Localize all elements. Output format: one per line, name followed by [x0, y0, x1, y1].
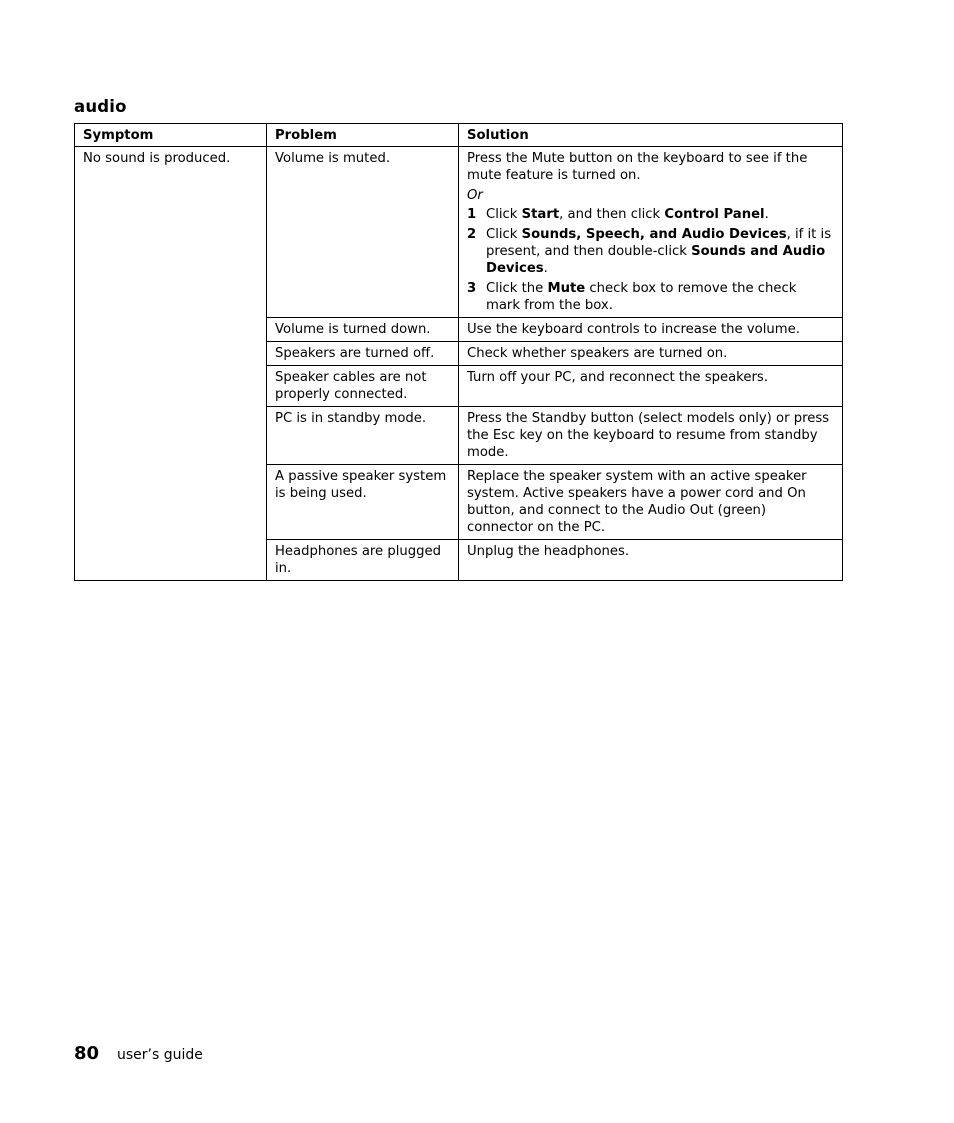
- solution-step: [467, 280, 834, 314]
- step-text-bold: Start: [521, 207, 560, 222]
- page-number: 80: [74, 1043, 100, 1064]
- solution-step: [467, 206, 834, 223]
- step-text-part: , and then click: [559, 207, 665, 222]
- step-number: 3: [467, 281, 477, 296]
- step-number: 1: [467, 207, 477, 222]
- solution-intro: Press the Mute button on the keyboard to see if the mute feature is turned on.: [467, 151, 808, 183]
- step-text: [486, 206, 834, 223]
- guide-title: user’s guide: [117, 1047, 203, 1063]
- problem-cell: PC is in standby mode.: [267, 407, 459, 465]
- problem-cell: Volume is muted.: [267, 147, 459, 318]
- step-text-part: Click: [486, 227, 522, 242]
- step-number: 2: [467, 227, 477, 242]
- step-text-bold: Sounds, Speech, and Audio Devices: [521, 227, 787, 242]
- solution-or: Or: [467, 188, 483, 203]
- step-text: [486, 226, 834, 277]
- solution-cell: Turn off your PC, and reconnect the speakers.: [459, 366, 843, 407]
- step-text-part: .: [764, 207, 769, 222]
- symptom-cell: No sound is produced.: [75, 147, 267, 581]
- step-text-part: Click: [486, 207, 522, 222]
- step-text: [486, 280, 834, 314]
- solution-step: [467, 226, 834, 277]
- column-header-solution: Solution: [459, 124, 843, 147]
- solution-cell: Replace the speaker system with an active speaker system. Active speakers have a power cord and On button, and connect to the Audio Out (green) connector on the PC.: [459, 465, 843, 540]
- troubleshooting-table: [74, 123, 843, 581]
- section-title: audio: [74, 97, 127, 116]
- step-text-part: .: [543, 261, 548, 276]
- solution-cell: Use the keyboard controls to increase the volume.: [459, 318, 843, 342]
- solution-cell: [459, 147, 843, 318]
- problem-cell: Headphones are plugged in.: [267, 540, 459, 581]
- step-text-part: , if it is present, and then double-click: [486, 227, 832, 259]
- step-text-bold: Control Panel: [664, 207, 765, 222]
- step-text-part: Click the: [486, 281, 548, 296]
- table-header-row: [75, 124, 843, 147]
- solution-cell: Check whether speakers are turned on.: [459, 342, 843, 366]
- step-text-part: check box to remove the check mark from the box.: [486, 281, 797, 313]
- problem-cell: A passive speaker system is being used.: [267, 465, 459, 540]
- problem-cell: Volume is turned down.: [267, 318, 459, 342]
- solution-steps: [467, 206, 834, 314]
- step-text-bold: Mute: [547, 281, 586, 296]
- column-header-symptom: Symptom: [75, 124, 267, 147]
- table-row: [75, 147, 843, 318]
- solution-cell: Unplug the headphones.: [459, 540, 843, 581]
- problem-cell: Speakers are turned off.: [267, 342, 459, 366]
- column-header-problem: Problem: [267, 124, 459, 147]
- step-text-bold: Sounds and Audio Devices: [486, 244, 826, 276]
- problem-cell: Speaker cables are not properly connected.: [267, 366, 459, 407]
- solution-cell: Press the Standby button (select models only) or press the Esc key on the keyboard to resume from standby mode.: [459, 407, 843, 465]
